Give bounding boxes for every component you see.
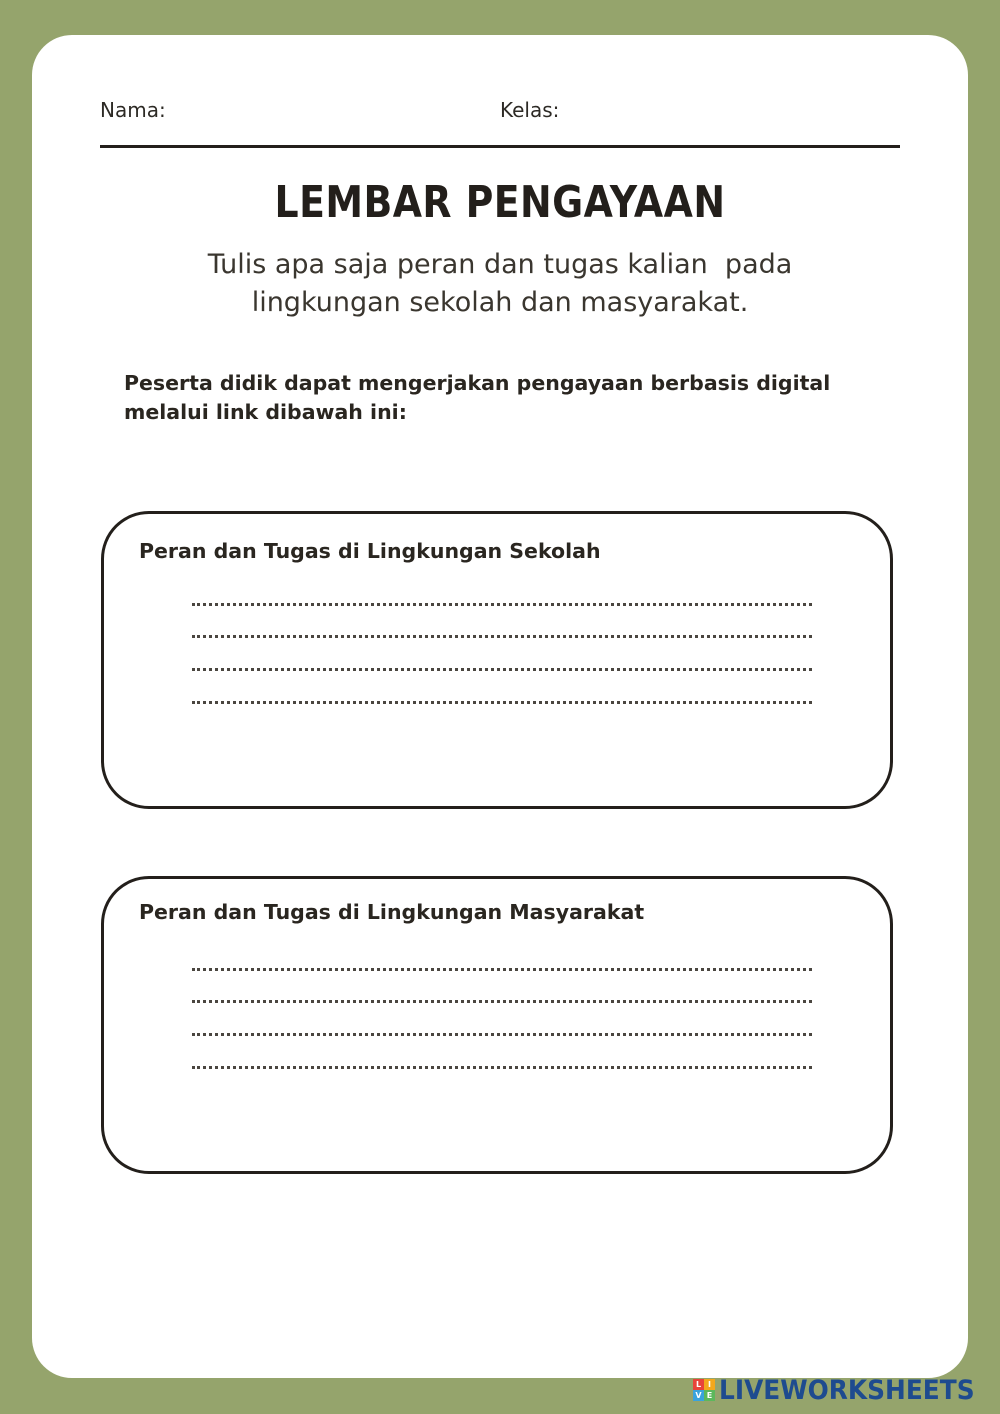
- answer-line[interactable]: [192, 1000, 812, 1003]
- answer-line[interactable]: [192, 635, 812, 638]
- note-line-2: melalui link dibawah ini:: [124, 400, 407, 424]
- answer-line[interactable]: [192, 968, 812, 971]
- answer-line[interactable]: [192, 1066, 812, 1069]
- answer-line[interactable]: [192, 668, 812, 671]
- digital-note: [124, 369, 884, 427]
- name-label: Nama:: [100, 98, 166, 122]
- answer-line[interactable]: [192, 603, 812, 606]
- instruction-line-2: lingkungan sekolah dan masyarakat.: [251, 287, 749, 318]
- instruction-line-1: Tulis apa saja peran dan tugas kalian pada: [207, 249, 793, 280]
- page-title: LEMBAR PENGAYAAN: [274, 177, 726, 228]
- header-divider: [100, 145, 900, 148]
- answer-line[interactable]: [192, 1033, 812, 1036]
- class-label: Kelas:: [500, 98, 560, 122]
- liveworksheets-logo-text: LIVEWORKSHEETS: [719, 1374, 975, 1406]
- liveworksheets-logo-icon: L I V E: [693, 1379, 715, 1401]
- school-section-title: Peran dan Tugas di Lingkungan Sekolah: [139, 539, 601, 563]
- note-line-1: Peserta didik dapat mengerjakan pengayaan berbasis digital: [124, 371, 831, 395]
- community-section-title: Peran dan Tugas di Lingkungan Masyarakat: [139, 900, 645, 924]
- school-section-box: [101, 511, 893, 809]
- answer-line[interactable]: [192, 701, 812, 704]
- community-section-box: [101, 876, 893, 1174]
- liveworksheets-logo[interactable]: [693, 1376, 997, 1404]
- instruction-text: [150, 246, 850, 322]
